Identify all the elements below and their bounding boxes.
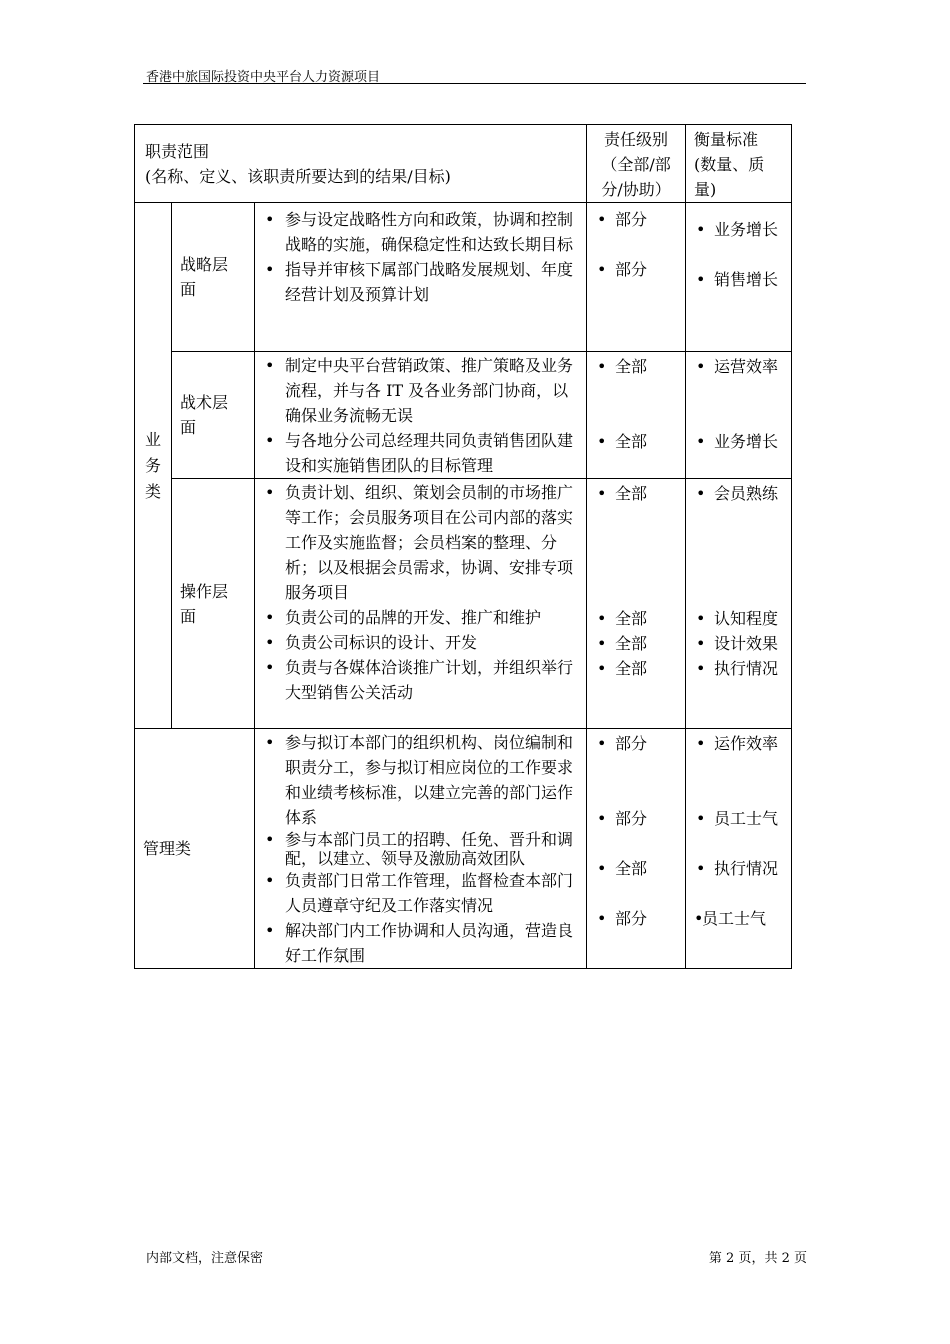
level-value: 部分: [615, 210, 648, 229]
table-header-row: [135, 125, 792, 203]
business-label-char: 务: [144, 455, 161, 475]
bullet-icon: •: [597, 809, 607, 828]
bullet-icon: •: [696, 609, 706, 628]
bullet-icon: •: [265, 431, 275, 450]
list-item: • 指导并审核下属部门战略发展规划、年度经营计划及预算计划: [263, 257, 580, 307]
level-value: 全部: [615, 859, 648, 878]
header-divider: [143, 83, 806, 84]
operational-label-cell: [172, 479, 255, 729]
footer-confidential-note: 内部文档，注意保密: [146, 1251, 264, 1266]
level-value: 全部: [615, 484, 648, 503]
management-measures-cell: [686, 729, 792, 969]
tactical-label: 战术层: [180, 393, 229, 412]
header-measure-cell: [686, 125, 792, 203]
level-value: 全部: [615, 634, 648, 653]
measure-value: 运营效率: [714, 357, 779, 376]
level-value: 全部: [615, 659, 648, 678]
operational-items-cell: [255, 479, 587, 729]
level-value: 部分: [615, 909, 648, 928]
bullet-icon: •: [265, 608, 275, 627]
bullet-icon: •: [597, 432, 607, 451]
management-label-cell: [135, 729, 255, 969]
bullet-icon: •: [696, 634, 706, 653]
bullet-icon: •: [696, 659, 706, 678]
bullet-icon: •: [696, 484, 706, 503]
level-value: 全部: [615, 357, 648, 376]
header-scope-subtitle: (名称、定义、该职责所要达到的结果/目标): [145, 167, 451, 186]
level-value: 部分: [615, 260, 648, 279]
bullet-icon: •: [265, 658, 275, 677]
tactical-items-cell: [255, 352, 587, 479]
operational-measures-cell: [686, 479, 792, 729]
strategic-row: [135, 203, 792, 352]
management-row: [135, 729, 792, 969]
business-label-char: 业: [144, 429, 161, 449]
header-measure-sub1: (数量、质: [694, 155, 765, 174]
header-scope-cell: [135, 125, 587, 203]
list-item: • 参与本部门员工的招聘、任免、晋升和调配，以建立、领导及激励高效团队: [265, 830, 574, 868]
strategic-label-cont: 面: [180, 280, 197, 299]
operational-label: 操作层: [180, 581, 229, 601]
measure-value: 员工士气: [714, 809, 779, 828]
list-item: • 解决部门内工作协调和人员沟通，营造良好工作氛围: [263, 918, 580, 968]
list-item: • 负责公司标识的设计、开发: [263, 630, 580, 655]
measure-value: 业务增长: [714, 432, 779, 451]
measure-value: 设计效果: [714, 634, 779, 653]
measure-value: 认知程度: [714, 609, 779, 628]
bullet-icon: •: [696, 734, 706, 753]
header-level-sub1: （全部/部: [601, 155, 671, 174]
list-item: • 负责计划、组织、策划会员制的市场推广等工作；会员服务项目在公司内部的落实工作及实施监督；会员档案的整理、分析；以及根据会员需求，协调、安排专项服务项目: [263, 480, 580, 605]
strategic-items-cell: [255, 203, 587, 352]
bullet-icon: •: [597, 634, 607, 653]
tactical-measures-cell: [686, 352, 792, 479]
bullet-icon: •: [265, 260, 275, 279]
management-levels-cell: [587, 729, 686, 969]
duty-table: [134, 124, 792, 969]
list-item: • 参与拟订本部门的组织机构、岗位编制和职责分工，参与拟订相应岗位的工作要求和业绩考核标准，以建立完善的部门运作体系: [263, 730, 580, 830]
tactical-levels-cell: [587, 352, 686, 479]
list-item: • 负责与各媒体洽谈推广计划，并组织举行大型销售公关活动: [263, 655, 580, 705]
list-item: • 与各地分公司总经理共同负责销售团队建设和实施销售团队的目标管理: [263, 428, 580, 478]
management-label: 管理类: [143, 839, 192, 858]
bullet-icon: •: [265, 733, 275, 752]
list-item: • 制定中央平台营销政策、推广策略及业务流程，并与各 IT 及各业务部门协商，以确保业务流畅无误: [263, 353, 580, 428]
bullet-icon: •: [265, 483, 275, 502]
bullet-icon: •: [597, 659, 607, 678]
list-item: • 负责公司的品牌的开发、推广和维护: [263, 605, 580, 630]
header-level-sub2: 分/协助）: [601, 180, 671, 199]
list-item: • 负责部门日常工作管理，监督检查本部门人员遵章守纪及工作落实情况: [263, 868, 580, 918]
bullet-icon: •: [696, 357, 706, 376]
header-scope-title: 职责范围: [145, 142, 210, 161]
bullet-icon: •: [597, 909, 607, 928]
bullet-icon: •: [265, 830, 275, 849]
strategic-levels-cell: [587, 203, 686, 352]
bullet-icon: •: [265, 871, 275, 890]
strategic-label-cell: [172, 203, 255, 352]
header-level-cell: [587, 125, 686, 203]
bullet-icon: •: [597, 357, 607, 376]
measure-value: 会员熟练: [714, 484, 779, 503]
strategic-label: 战略层: [180, 255, 229, 274]
measure-value: 业务增长: [714, 220, 779, 239]
bullet-icon: •: [265, 633, 275, 652]
bullet-icon: •: [597, 260, 607, 279]
header-level-title: 责任级别: [604, 130, 669, 149]
level-value: 部分: [615, 809, 648, 828]
bullet-icon: •: [696, 220, 706, 239]
tactical-label-cell: [172, 352, 255, 479]
bullet-icon: •: [597, 734, 607, 753]
bullet-icon: •: [597, 484, 607, 503]
header-measure-sub2: 量): [694, 180, 717, 199]
tactical-label-cont: 面: [180, 418, 197, 437]
bullet-icon: •: [597, 210, 607, 229]
bullet-icon: •: [696, 809, 706, 828]
bullet-icon: •: [694, 909, 704, 928]
business-category-cell: [135, 203, 172, 729]
operational-levels-cell: [587, 479, 686, 729]
bullet-icon: •: [265, 921, 275, 940]
page-header-title: 香港中旅国际投资中央平台人力资源项目: [146, 70, 381, 85]
level-value: 部分: [615, 734, 648, 753]
measure-value: 执行情况: [714, 659, 779, 678]
level-value: 全部: [615, 432, 648, 451]
bullet-icon: •: [696, 432, 706, 451]
operational-row: [135, 479, 792, 729]
bullet-icon: •: [696, 270, 706, 289]
bullet-icon: •: [696, 859, 706, 878]
tactical-row: [135, 352, 792, 479]
measure-value: 员工士气: [702, 909, 767, 928]
strategic-measures-cell: [686, 203, 792, 352]
management-items-cell: [255, 729, 587, 969]
measure-value: 执行情况: [714, 859, 779, 878]
business-label-char: 类: [144, 481, 161, 501]
header-measure-title: 衡量标准: [694, 130, 759, 149]
level-value: 全部: [615, 609, 648, 628]
footer-page-number: 第 2 页，共 2 页: [708, 1251, 807, 1266]
list-item: • 参与设定战略性方向和政策，协调和控制战略的实施，确保稳定性和达致长期目标: [263, 207, 580, 257]
bullet-icon: •: [265, 210, 275, 229]
bullet-icon: •: [597, 859, 607, 878]
bullet-icon: •: [597, 609, 607, 628]
measure-value: 运作效率: [714, 734, 779, 753]
operational-label-cont: 面: [180, 606, 197, 626]
bullet-icon: •: [265, 356, 275, 375]
measure-value: 销售增长: [714, 270, 779, 289]
